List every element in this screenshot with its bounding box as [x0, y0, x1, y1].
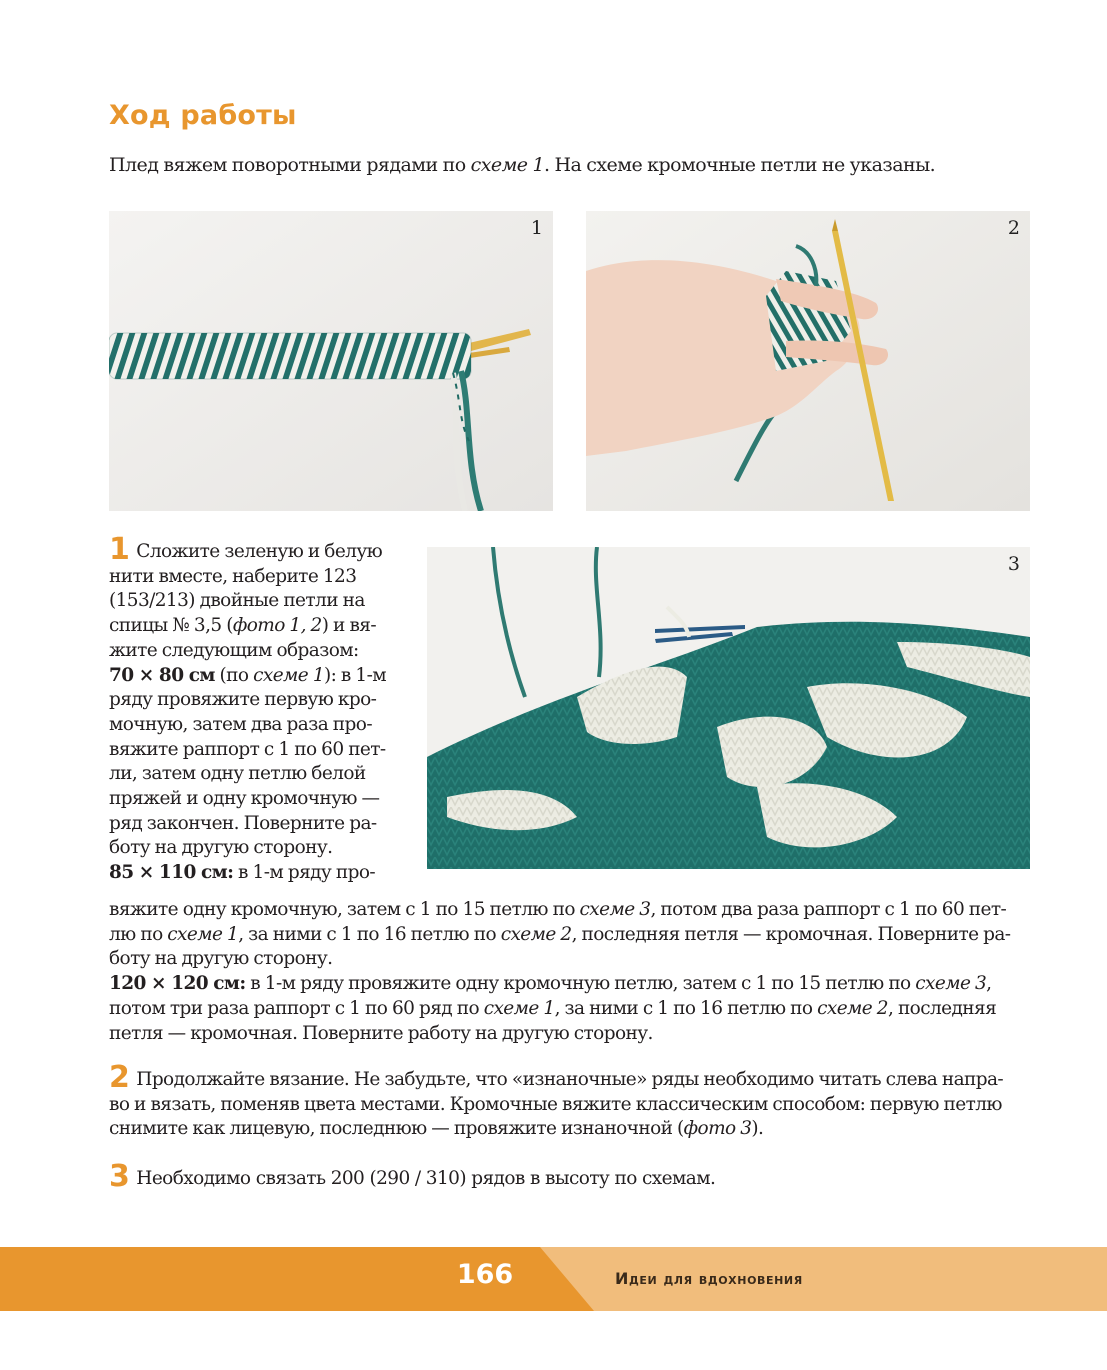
photo-cast-on-needle: [109, 211, 553, 511]
scheme-ref: схеме 1: [470, 154, 545, 176]
step-3-number: 3: [109, 1159, 130, 1194]
step-2-number: 2: [109, 1060, 130, 1095]
fabric-illustration: [427, 547, 1030, 869]
photo-hand-knitting: [586, 211, 1030, 511]
step-3-text: 3 Необходимо связать 200 (290 / 310) рядов в высоту по схемам.: [109, 1159, 716, 1194]
photo-colorwork-fabric: [427, 547, 1030, 869]
hand-illustration: [586, 211, 1030, 511]
page-number: 166: [456, 1259, 514, 1290]
step-2-text: 2 Продолжайте вязание. Не забудьте, что «изнаночные» ряды необходимо читать слева напра- во и вязать, поменяв цвета местами. Кромочные вяжите классическим способом: первую петлю снимите как лицевую, последнюю — провяжите изнаночной (фото 3).: [109, 1060, 1004, 1140]
photo-number: 1: [530, 217, 543, 239]
photo-number: 2: [1007, 217, 1020, 239]
step-1-continued-text: вяжите одну кромочную, затем с 1 по 15 петлю по схеме 3, потом два раза раппорт с 1 по 60 пет- лю по схеме 1, за ними с 1 по 16 петлю по схеме 2, последняя петля — кромочная. Поверните ра- боту на другую сторону. 120 × 120 см: в 1-м ряду провяжите одну кромочную петлю, затем с 1 по 15 петлю по схеме 3, потом три раза раппорт с 1 по 60 ряд по схеме 1, за ними с 1 по 16 петлю по схеме 2, последняя петля — кромочная. Поверните работу на другую сторону.: [109, 899, 1011, 1044]
intro-paragraph: Плед вяжем поворотными рядами по схеме 1. На схеме кромочные петли не указаны.: [109, 154, 936, 176]
section-title: Идеи для вдохновения: [615, 1269, 803, 1288]
page-heading: Ход работы: [109, 100, 297, 131]
step-1-number: 1: [109, 532, 130, 567]
cast-on-illustration: [109, 211, 553, 511]
photo-number: 3: [1007, 553, 1020, 575]
step-1-text: 1 Сложите зеленую и белую нити вместе, наберите 123 (153/213) двойные петли на спицы № 3,5 (фото 1, 2) и вя- жите следующим образом: 70 × 80 см (по схеме 1): в 1-м ряду провяжите первую кро- мочную, затем два раза про- вяжите раппорт с 1 по 60 пет- ли, затем одну петлю белой пряжей и одну кромочную — ряд закончен. Поверните ра- боту на другую сторону. 85 × 110 см: в 1-м ряду про-: [109, 532, 387, 884]
